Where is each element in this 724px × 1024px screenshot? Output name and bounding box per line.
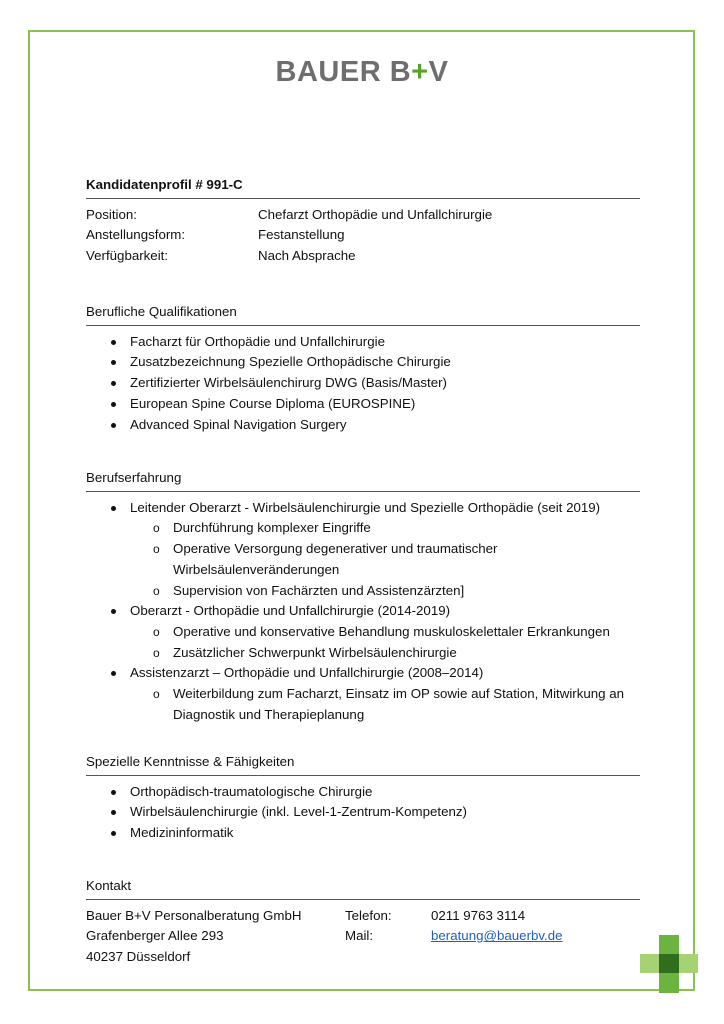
list-item: European Spine Course Diploma (EUROSPINE): [86, 394, 640, 415]
contact-section: [86, 876, 640, 968]
skills-section: [86, 752, 640, 844]
city: 40237 Düsseldorf: [86, 949, 191, 965]
section-heading: Berufserfahrung: [86, 468, 640, 492]
job-subitem: o Durchführung komplexer Eingriffe: [86, 518, 640, 539]
detail-row: Anstellungsform: Festanstellung: [86, 227, 345, 243]
job-item: Assistenzarzt – Orthopädie und Unfallchirurgie (2008–2014): [86, 663, 640, 684]
job-item: Oberarzt - Orthopädie und Unfallchirurgie (2014-2019): [86, 601, 640, 622]
phone-label: Telefon:: [345, 907, 392, 923]
detail-row: Verfügbarkeit: Nach Absprache: [86, 248, 356, 264]
experience-section: [86, 468, 640, 725]
list-item: Advanced Spinal Navigation Surgery: [86, 415, 640, 436]
company-name: Bauer B+V Personalberatung GmbH: [86, 907, 302, 923]
profile-section: [86, 175, 640, 267]
profile-title: Kandidatenprofil # 991-C: [86, 175, 640, 199]
company-logo: BAUER B+V: [275, 56, 449, 88]
job-subitem: o Supervision von Fachärzten und Assistenzärzten]: [86, 581, 640, 602]
job-subitem: o Weiterbildung zum Facharzt, Einsatz im OP sowie auf Station, Mitwirkung an Diagnostik und Therapieplanung: [86, 684, 640, 725]
list-item: Zusatzbezeichnung Spezielle Orthopädische Chirurgie: [86, 352, 640, 373]
mail-label: Mail:: [345, 928, 374, 944]
section-heading: Berufliche Qualifikationen: [86, 302, 640, 326]
list-item: Facharzt für Orthopädie und Unfallchirurgie: [86, 332, 640, 353]
job-subitem: o Zusätzlicher Schwerpunkt Wirbelsäulenchirurgie: [86, 643, 640, 664]
detail-row: Position: Chefarzt Orthopädie und Unfallchirurgie: [86, 206, 493, 222]
list-item: Zertifizierter Wirbelsäulenchirurg DWG (Basis/Master): [86, 373, 640, 394]
street: Grafenberger Allee 293: [86, 928, 224, 944]
qualifications-section: [86, 302, 640, 435]
section-heading: Spezielle Kenntnisse & Fähigkeiten: [86, 752, 640, 776]
section-heading: Kontakt: [86, 876, 640, 900]
list-item: Wirbelsäulenchirurgie (inkl. Level-1-Zentrum-Kompetenz): [86, 802, 640, 823]
job-subitem: o Operative und konservative Behandlung muskuloskelettaler Erkrankungen: [86, 622, 640, 643]
list-item: Medizininformatik: [86, 823, 640, 844]
phone-number: 0211 9763 3114: [431, 907, 526, 923]
list-item: Orthopädisch-traumatologische Chirurgie: [86, 782, 640, 803]
mail-link[interactable]: beratung@bauerbv.de: [431, 928, 563, 944]
job-item: Leitender Oberarzt - Wirbelsäulenchirurgie und Spezielle Orthopädie (seit 2019): [86, 498, 640, 519]
job-subitem: o Operative Versorgung degenerativer und traumatischer Wirbelsäulenveränderungen: [86, 539, 640, 580]
